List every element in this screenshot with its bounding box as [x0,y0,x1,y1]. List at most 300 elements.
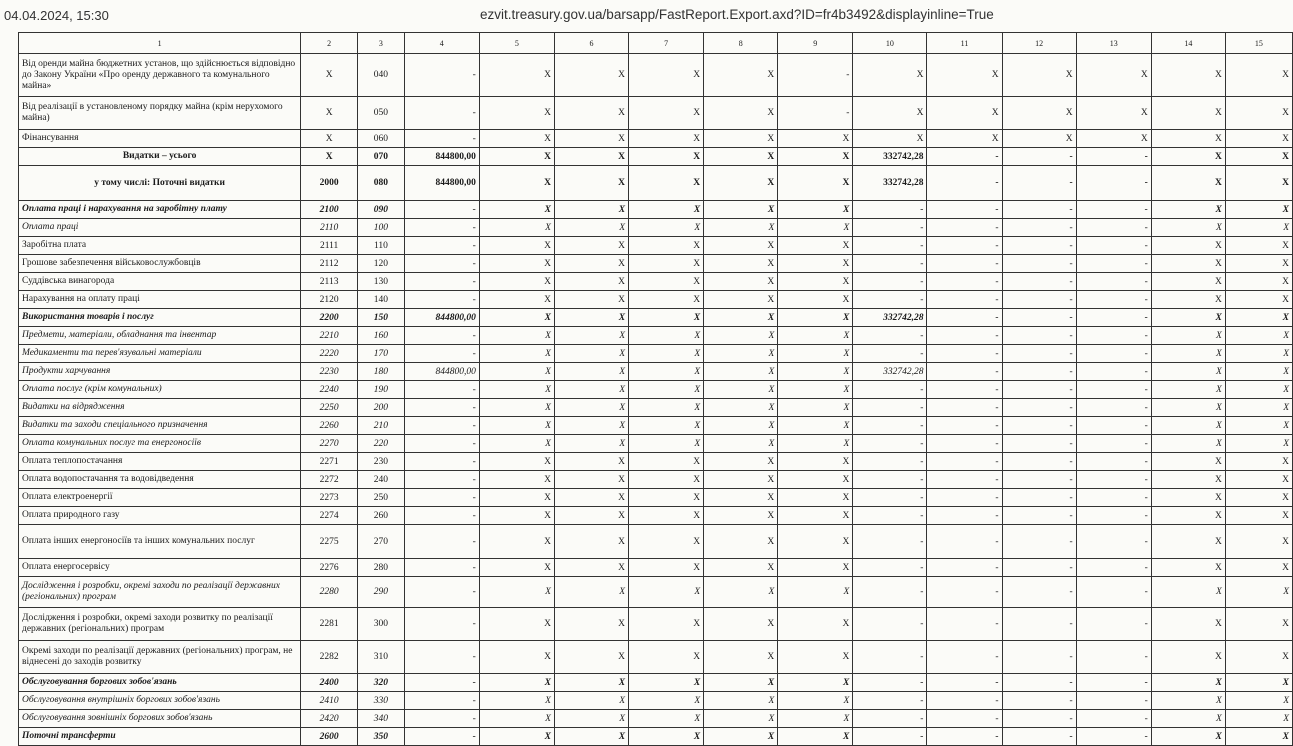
line-code: 350 [358,728,405,746]
value-cell: X [479,608,554,641]
value-cell: - [927,291,1002,309]
value-cell: X [1225,255,1292,273]
line-code: 240 [358,471,405,489]
row-label: Від реалізації в установленому порядку майна (крім нерухомого майна) [19,97,301,130]
table-row [19,255,1293,273]
value-cell: X [1225,674,1292,692]
value-cell: X [629,381,704,399]
table-body [19,33,1293,746]
value-cell: X [479,692,554,710]
value-cell: X [554,710,628,728]
value-cell: - [404,345,479,363]
kekv-code: X [301,54,358,97]
row-label: Використання товарів і послуг [19,309,301,327]
row-label: Дослідження і розробки, окремі заходи розвитку по реалізації державних (регіональних) програм [19,608,301,641]
value-cell: X [1151,166,1225,201]
value-cell: - [853,471,927,489]
value-cell: - [1076,489,1151,507]
value-cell: - [1002,525,1076,559]
value-cell: X [1151,577,1225,608]
value-cell: - [927,608,1002,641]
kekv-code: 2220 [301,345,358,363]
value-cell: X [1225,363,1292,381]
value-cell: X [1225,237,1292,255]
table-row [19,381,1293,399]
value-cell: X [1151,710,1225,728]
column-number: 10 [853,33,927,54]
table-row [19,201,1293,219]
value-cell: - [853,692,927,710]
column-number: 5 [479,33,554,54]
value-cell: - [1076,710,1151,728]
value-cell: X [1151,471,1225,489]
row-label: Дослідження і розробки, окремі заходи по реалізації державних (регіональних) програм [19,577,301,608]
row-label: у тому числі: Поточні видатки [19,166,301,201]
value-cell: X [778,417,853,435]
row-label: Нарахування на оплату праці [19,291,301,309]
line-code: 330 [358,692,405,710]
value-cell: X [1002,97,1076,130]
value-cell: - [1076,641,1151,674]
value-cell: X [778,273,853,291]
kekv-code: 2210 [301,327,358,345]
value-cell: X [704,363,778,381]
row-label: Обслуговування боргових зобов'язань [19,674,301,692]
value-cell: - [1002,273,1076,291]
value-cell: X [1151,507,1225,525]
value-cell: X [629,201,704,219]
value-cell: - [1002,399,1076,417]
value-cell: - [853,507,927,525]
value-cell: - [853,710,927,728]
kekv-code: 2271 [301,453,358,471]
value-cell: - [404,435,479,453]
value-cell: X [1151,641,1225,674]
line-code: 290 [358,577,405,608]
value-cell: X [479,219,554,237]
value-cell: X [479,237,554,255]
kekv-code: 2281 [301,608,358,641]
value-cell: 844800,00 [404,148,479,166]
value-cell: - [1076,219,1151,237]
value-cell: X [1225,728,1292,746]
row-label: Поточні трансферти [19,728,301,746]
value-cell: X [704,471,778,489]
value-cell: - [778,97,853,130]
value-cell: X [853,130,927,148]
table-row [19,453,1293,471]
value-cell: - [1076,453,1151,471]
value-cell: - [404,399,479,417]
value-cell: - [927,710,1002,728]
value-cell: X [778,507,853,525]
value-cell: - [853,381,927,399]
value-cell: - [927,148,1002,166]
value-cell: X [554,728,628,746]
value-cell: X [704,507,778,525]
kekv-code: 2420 [301,710,358,728]
value-cell: - [404,291,479,309]
value-cell: - [1002,255,1076,273]
value-cell: X [1076,54,1151,97]
value-cell: X [704,577,778,608]
value-cell: - [1076,471,1151,489]
row-label: Обслуговування внутрішніх боргових зобов'язань [19,692,301,710]
value-cell: - [1076,291,1151,309]
value-cell: X [554,399,628,417]
value-cell: X [554,641,628,674]
value-cell: X [927,54,1002,97]
line-code: 250 [358,489,405,507]
value-cell: X [554,130,628,148]
column-number: 12 [1002,33,1076,54]
value-cell: X [479,148,554,166]
value-cell: X [479,453,554,471]
line-code: 090 [358,201,405,219]
value-cell: - [404,608,479,641]
value-cell: X [554,435,628,453]
value-cell: X [704,728,778,746]
column-number: 4 [404,33,479,54]
value-cell: X [554,381,628,399]
value-cell: - [927,641,1002,674]
value-cell: X [479,674,554,692]
value-cell: - [404,453,479,471]
value-cell: - [853,417,927,435]
kekv-code: 2111 [301,237,358,255]
value-cell: - [1002,674,1076,692]
value-cell: X [704,273,778,291]
kekv-code: 2100 [301,201,358,219]
kekv-code: 2120 [301,291,358,309]
value-cell: X [704,641,778,674]
row-label: Видатки на відрядження [19,399,301,417]
line-code: 070 [358,148,405,166]
value-cell: - [853,255,927,273]
value-cell: - [1076,608,1151,641]
value-cell: X [554,201,628,219]
value-cell: - [1002,641,1076,674]
value-cell: - [404,641,479,674]
value-cell: - [1076,273,1151,291]
value-cell: X [629,641,704,674]
table-row [19,291,1293,309]
line-code: 060 [358,130,405,148]
value-cell: - [1076,237,1151,255]
value-cell: - [404,710,479,728]
kekv-code: 2110 [301,219,358,237]
table-row [19,309,1293,327]
value-cell: X [629,273,704,291]
row-label: Оплата теплопостачання [19,453,301,471]
value-cell: - [1076,166,1151,201]
value-cell: X [1225,417,1292,435]
row-label: Оплата праці і нарахування на заробітну плату [19,201,301,219]
value-cell: X [1151,608,1225,641]
kekv-code: 2400 [301,674,358,692]
value-cell: - [404,489,479,507]
value-cell: - [1076,674,1151,692]
print-datetime: 04.04.2024, 15:30 [4,8,109,23]
value-cell: X [479,471,554,489]
value-cell: - [927,201,1002,219]
table-row [19,710,1293,728]
value-cell: X [629,148,704,166]
value-cell: - [1002,237,1076,255]
table-row [19,692,1293,710]
value-cell: X [778,166,853,201]
value-cell: X [1225,166,1292,201]
value-cell: X [1225,525,1292,559]
column-number: 13 [1076,33,1151,54]
value-cell: X [778,525,853,559]
column-number: 8 [704,33,778,54]
value-cell: X [554,577,628,608]
kekv-code: X [301,130,358,148]
value-cell: X [1151,559,1225,577]
value-cell: X [778,728,853,746]
value-cell: - [1076,692,1151,710]
value-cell: X [1225,641,1292,674]
value-cell: - [853,525,927,559]
value-cell: X [778,219,853,237]
kekv-code: 2274 [301,507,358,525]
value-cell: 332742,28 [853,309,927,327]
column-number: 7 [629,33,704,54]
value-cell: - [853,327,927,345]
value-cell: - [1002,435,1076,453]
value-cell: X [1225,130,1292,148]
value-cell: X [479,399,554,417]
value-cell: X [479,728,554,746]
value-cell: X [704,327,778,345]
value-cell: X [1225,608,1292,641]
value-cell: X [554,489,628,507]
value-cell: X [704,435,778,453]
value-cell: X [778,577,853,608]
line-code: 080 [358,166,405,201]
value-cell: X [778,399,853,417]
value-cell: X [1002,130,1076,148]
value-cell: X [704,489,778,507]
table-row [19,471,1293,489]
value-cell: X [778,489,853,507]
value-cell: X [1151,273,1225,291]
value-cell: X [629,710,704,728]
value-cell: X [1151,453,1225,471]
value-cell: X [1225,507,1292,525]
value-cell: - [1002,327,1076,345]
column-number: 11 [927,33,1002,54]
value-cell: - [1002,363,1076,381]
table-row [19,273,1293,291]
value-cell: X [704,219,778,237]
line-code: 230 [358,453,405,471]
row-label: Оплата природного газу [19,507,301,525]
column-number-row [19,33,1293,54]
line-code: 310 [358,641,405,674]
row-label: Окремі заходи по реалізації державних (регіональних) програм, не віднесені до заходів розвитку [19,641,301,674]
value-cell: - [404,327,479,345]
value-cell: - [927,237,1002,255]
value-cell: X [778,237,853,255]
value-cell: X [629,507,704,525]
value-cell: X [704,166,778,201]
value-cell: X [704,345,778,363]
value-cell: X [1225,453,1292,471]
value-cell: - [853,453,927,471]
value-cell: X [554,471,628,489]
value-cell: X [479,363,554,381]
value-cell: X [704,237,778,255]
value-cell: X [1151,255,1225,273]
value-cell: X [554,97,628,130]
value-cell: - [927,309,1002,327]
value-cell: - [1076,728,1151,746]
value-cell: - [1076,507,1151,525]
value-cell: X [704,381,778,399]
value-cell: X [704,201,778,219]
table-row [19,237,1293,255]
table-row [19,417,1293,435]
value-cell: X [629,608,704,641]
value-cell: X [778,327,853,345]
value-cell: - [853,345,927,363]
value-cell: X [1076,130,1151,148]
value-cell: X [479,309,554,327]
value-cell: X [554,309,628,327]
kekv-code: 2240 [301,381,358,399]
value-cell: - [927,435,1002,453]
value-cell: - [853,237,927,255]
value-cell: - [853,291,927,309]
value-cell: - [927,166,1002,201]
value-cell: X [1151,219,1225,237]
value-cell: - [927,577,1002,608]
value-cell: X [479,201,554,219]
kekv-code: 2200 [301,309,358,327]
value-cell: X [479,327,554,345]
value-cell: X [704,559,778,577]
value-cell: - [1002,381,1076,399]
value-cell: X [704,453,778,471]
value-cell: X [479,489,554,507]
table-row [19,489,1293,507]
value-cell: X [704,255,778,273]
value-cell: X [629,255,704,273]
value-cell: X [479,641,554,674]
value-cell: X [778,201,853,219]
line-code: 130 [358,273,405,291]
value-cell: X [1225,273,1292,291]
value-cell: X [554,608,628,641]
kekv-code: 2272 [301,471,358,489]
value-cell: X [554,219,628,237]
kekv-code: 2230 [301,363,358,381]
value-cell: - [1002,507,1076,525]
value-cell: X [704,309,778,327]
value-cell: X [479,710,554,728]
value-cell: 844800,00 [404,363,479,381]
value-cell: - [1076,148,1151,166]
value-cell: X [778,435,853,453]
line-code: 170 [358,345,405,363]
value-cell: X [1225,291,1292,309]
value-cell: - [1076,381,1151,399]
value-cell: X [1151,674,1225,692]
kekv-code: 2280 [301,577,358,608]
value-cell: X [1076,97,1151,130]
table-row [19,399,1293,417]
value-cell: 844800,00 [404,166,479,201]
line-code: 110 [358,237,405,255]
value-cell: X [1225,435,1292,453]
value-cell: - [1002,453,1076,471]
table-row [19,577,1293,608]
row-label: Видатки – усього [19,148,301,166]
value-cell: X [704,674,778,692]
value-cell: X [479,525,554,559]
value-cell: - [1076,255,1151,273]
line-code: 210 [358,417,405,435]
value-cell: - [404,255,479,273]
value-cell: - [1002,728,1076,746]
value-cell: - [927,345,1002,363]
table-row [19,148,1293,166]
table-row [19,97,1293,130]
value-cell: X [554,507,628,525]
value-cell: X [479,130,554,148]
value-cell: - [1076,345,1151,363]
table-row [19,435,1293,453]
row-label: Суддівська винагорода [19,273,301,291]
line-code: 180 [358,363,405,381]
row-label: Предмети, матеріали, обладнання та інвентар [19,327,301,345]
value-cell: - [1002,148,1076,166]
value-cell: - [404,577,479,608]
column-number: 9 [778,33,853,54]
table-row [19,54,1293,97]
value-cell: X [704,417,778,435]
value-cell: X [704,525,778,559]
line-code: 220 [358,435,405,453]
value-cell: X [778,641,853,674]
value-cell: X [1225,309,1292,327]
value-cell: X [704,130,778,148]
value-cell: X [629,674,704,692]
kekv-code: 2282 [301,641,358,674]
row-label: Грошове забезпечення військовослужбовців [19,255,301,273]
value-cell: X [1151,291,1225,309]
line-code: 150 [358,309,405,327]
value-cell: X [778,559,853,577]
value-cell: - [778,54,853,97]
value-cell: - [927,674,1002,692]
value-cell: X [554,273,628,291]
table-row [19,130,1293,148]
value-cell: X [704,97,778,130]
value-cell: X [704,399,778,417]
value-cell: X [778,309,853,327]
value-cell: X [554,327,628,345]
value-cell: - [1002,692,1076,710]
value-cell: X [479,97,554,130]
value-cell: - [927,273,1002,291]
value-cell: X [629,327,704,345]
value-cell: - [853,273,927,291]
value-cell: - [404,219,479,237]
value-cell: X [778,608,853,641]
